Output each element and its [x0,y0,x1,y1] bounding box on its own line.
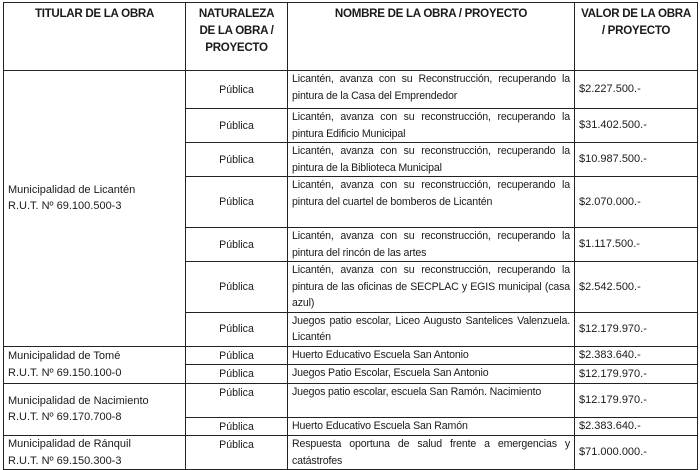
nombre-cell: Huerto Educativo Escuela San Ramón [288,417,575,436]
nombre-cell: Respuesta oportuna de salud frente a emergencias y catástrofes [288,436,575,470]
naturaleza-cell: Pública [186,383,288,417]
naturaleza-cell: Pública [186,228,288,262]
nombre-cell: Juegos Patio Escolar, Escuela San Antonio [288,365,575,384]
titular-rut: R.U.T. Nº 69.100.500-3 [8,200,122,213]
nombre-cell: Juegos patio escolar, Liceo Augusto Santelices Valenzuela. Licantén [288,312,575,346]
titular-rut: R.U.T. Nº 69.150.100-0 [8,366,122,379]
naturaleza-cell: Pública [186,177,288,228]
naturaleza-cell: Pública [186,312,288,346]
naturaleza-cell: Pública [186,436,288,470]
nombre-cell: Juegos patio escolar, escuela San Ramón. Nacimiento [288,383,575,417]
titular-cell [4,71,186,347]
naturaleza-cell: Pública [186,346,288,365]
titular-name: Municipalidad de Nacimiento [8,394,149,407]
table-row [4,383,698,417]
header-naturaleza: NATURALEZA DE LA OBRA / PROYECTO [186,3,288,71]
valor-cell: $2.227.500.- [575,71,698,109]
valor-cell: $12.179.970.- [575,365,698,384]
titular-name: Municipalidad de Licantén [8,183,136,196]
table-row [4,436,698,470]
valor-cell: $2.383.640.- [575,417,698,436]
header-nombre: NOMBRE DE LA OBRA / PROYECTO [288,3,575,71]
titular-cell [4,436,186,470]
valor-cell: $31.402.500.- [575,109,698,143]
nombre-cell: Huerto Educativo Escuela San Antonio [288,346,575,365]
titular-name: Municipalidad de Ránquil [8,438,131,450]
valor-cell: $71.000.000.- [575,436,698,470]
nombre-cell: Licantén, avanza con su Reconstrucción, recuperando la pintura de la Casa del Emprendedor [288,71,575,109]
naturaleza-cell: Pública [186,143,288,177]
naturaleza-cell: Pública [186,71,288,109]
valor-cell: $12.179.970.- [575,383,698,417]
valor-cell: $12.179.970.- [575,312,698,346]
valor-cell: $1.117.500.- [575,228,698,262]
naturaleza-cell: Pública [186,365,288,384]
valor-cell: $2.542.500.- [575,262,698,313]
titular-rut: R.U.T. Nº 69.150.300-3 [8,454,122,467]
obras-table [3,2,698,470]
titular-cell [4,346,186,383]
nombre-cell: Licantén, avanza con su reconstrucción, recuperando la pintura Edificio Municipal [288,109,575,143]
naturaleza-cell: Pública [186,417,288,436]
header-titular: TITULAR DE LA OBRA [4,3,186,71]
nombre-cell: Licantén, avanza con su reconstrucción, recuperando la pintura del rincón de las artes [288,228,575,262]
nombre-cell: Licantén, avanza con su reconstrucción, recuperando la pintura del cuartel de bomberos de Licantén [288,177,575,228]
titular-rut: R.U.T. Nº 69.170.700-8 [8,411,122,424]
table-row [4,346,698,365]
header-row [4,3,698,71]
table-row [4,71,698,109]
titular-cell [4,383,186,436]
naturaleza-cell: Pública [186,109,288,143]
naturaleza-cell: Pública [186,262,288,313]
nombre-cell: Licantén, avanza con su reconstrucción, recuperando la pintura de las oficinas de SECPLAC y EGIS municipal (casa azul) [288,262,575,313]
valor-cell: $2.070.000.- [575,177,698,228]
header-valor: VALOR DE LA OBRA / PROYECTO [575,3,698,71]
nombre-cell: Licantén, avanza con su reconstrucción, recuperando la pintura de la Biblioteca Municipal [288,143,575,177]
titular-name: Municipalidad de Tomé [8,350,121,362]
valor-cell: $2.383.640.- [575,346,698,365]
valor-cell: $10.987.500.- [575,143,698,177]
